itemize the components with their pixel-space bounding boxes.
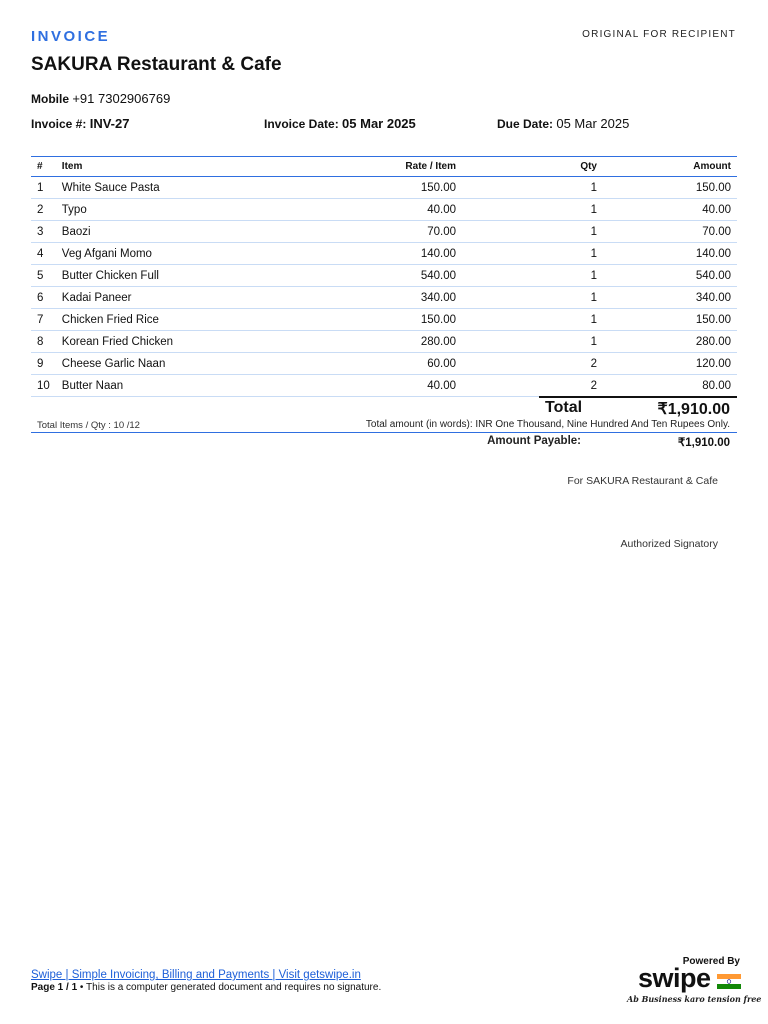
row-number: 4 [31, 243, 56, 265]
row-number: 5 [31, 265, 56, 287]
row-qty: 1 [462, 331, 603, 353]
table-row [31, 199, 737, 221]
column-header-qty: Qty [580, 161, 597, 172]
signature-for-line: For SAKURA Restaurant & Cafe [567, 475, 718, 487]
row-number: 6 [31, 287, 56, 309]
row-rate: 60.00 [300, 353, 462, 375]
row-qty: 1 [462, 243, 603, 265]
row-amount: 150.00 [603, 309, 737, 331]
table-row [31, 331, 737, 353]
invoice-date-value: 05 Mar 2025 [342, 116, 416, 131]
row-item: Baozi [56, 221, 300, 243]
row-rate: 280.00 [300, 331, 462, 353]
row-amount: 80.00 [603, 375, 737, 397]
total-in-words: Total amount (in words): INR One Thousand, Nine Hundred And Ten Rupees Only. [365, 419, 730, 430]
row-qty: 1 [462, 287, 603, 309]
column-header-item: Item [61, 161, 83, 172]
total-items-qty: Total Items / Qty : 10 /12 [37, 420, 140, 431]
invoice-number-value: INV-27 [89, 116, 130, 131]
row-item: Butter Chicken Full [56, 265, 300, 287]
amount-payable-label: Amount Payable: [487, 435, 581, 447]
invoice-date-label: Invoice Date: [264, 117, 339, 131]
powered-by-label: Powered By [682, 956, 740, 967]
table-row [31, 221, 737, 243]
column-header-number: # [37, 161, 43, 172]
table-row [31, 309, 737, 331]
row-qty: 2 [462, 353, 603, 375]
row-number: 7 [31, 309, 56, 331]
invoice-date [264, 116, 416, 131]
totals-divider [31, 432, 737, 433]
row-item: Typo [56, 199, 300, 221]
row-qty: 1 [462, 309, 603, 331]
column-header-amount: Amount [693, 161, 731, 172]
footer-note [31, 982, 381, 993]
row-qty: 1 [462, 221, 603, 243]
row-number: 1 [31, 177, 56, 199]
table-header-row [31, 157, 737, 177]
due-date [497, 116, 629, 131]
authorized-signatory: Authorized Signatory [620, 538, 718, 550]
amount-payable-value: ₹1,910.00 [677, 437, 730, 449]
copy-label: ORIGINAL FOR RECIPIENT [582, 29, 736, 40]
items-table [31, 156, 737, 397]
row-item: Butter Naan [56, 375, 300, 397]
row-number: 2 [31, 199, 56, 221]
row-amount: 70.00 [603, 221, 737, 243]
brand-tagline: Ab Business karo tension free [627, 994, 762, 1004]
table-row [31, 353, 737, 375]
invoice-number [31, 116, 129, 131]
row-item: Korean Fried Chicken [56, 331, 300, 353]
row-rate: 40.00 [300, 375, 462, 397]
row-rate: 540.00 [300, 265, 462, 287]
row-amount: 140.00 [603, 243, 737, 265]
flag-green-band [717, 984, 741, 989]
column-header-rate: Rate / Item [405, 161, 456, 172]
invoice-number-label: Invoice #: [31, 117, 87, 131]
total-divider [539, 396, 737, 398]
flag-saffron-band [717, 974, 741, 979]
row-amount: 150.00 [603, 177, 737, 199]
row-item: Kadai Paneer [56, 287, 300, 309]
document-type: INVOICE [31, 28, 111, 45]
row-rate: 340.00 [300, 287, 462, 309]
company-name: SAKURA Restaurant & Cafe [31, 54, 282, 75]
due-date-label: Due Date: [497, 117, 554, 131]
india-flag-icon [717, 974, 741, 989]
row-qty: 1 [462, 177, 603, 199]
footer-link[interactable]: Swipe | Simple Invoicing, Billing and Payments | Visit getswipe.in [31, 969, 361, 981]
row-item: Cheese Garlic Naan [56, 353, 300, 375]
footer-bullet: • [79, 982, 84, 993]
row-amount: 340.00 [603, 287, 737, 309]
due-date-value: 05 Mar 2025 [556, 116, 630, 131]
row-amount: 40.00 [603, 199, 737, 221]
row-qty: 1 [462, 199, 603, 221]
row-amount: 280.00 [603, 331, 737, 353]
page-number: Page 1 / 1 [31, 982, 78, 993]
row-rate: 140.00 [300, 243, 462, 265]
row-item: White Sauce Pasta [56, 177, 300, 199]
brand-logo: swipe [638, 963, 711, 993]
row-number: 3 [31, 221, 56, 243]
footer-disclaimer: This is a computer generated document and requires no signature. [86, 982, 382, 993]
total-label: Total [545, 399, 583, 416]
mobile-line [31, 91, 170, 106]
row-qty: 2 [462, 375, 603, 397]
table-row [31, 375, 737, 397]
table-row [31, 177, 737, 199]
row-amount: 540.00 [603, 265, 737, 287]
row-item: Veg Afgani Momo [56, 243, 300, 265]
table-row [31, 265, 737, 287]
table-row [31, 243, 737, 265]
row-rate: 70.00 [300, 221, 462, 243]
row-amount: 120.00 [603, 353, 737, 375]
row-item: Chicken Fried Rice [56, 309, 300, 331]
table-row [31, 287, 737, 309]
mobile-value: +91 7302906769 [72, 91, 171, 106]
row-rate: 150.00 [300, 177, 462, 199]
mobile-label: Mobile [31, 92, 69, 106]
row-number: 9 [31, 353, 56, 375]
row-number: 10 [31, 375, 56, 397]
row-rate: 40.00 [300, 199, 462, 221]
row-qty: 1 [462, 265, 603, 287]
row-rate: 150.00 [300, 309, 462, 331]
row-number: 8 [31, 331, 56, 353]
total-value: ₹1,910.00 [657, 401, 730, 418]
